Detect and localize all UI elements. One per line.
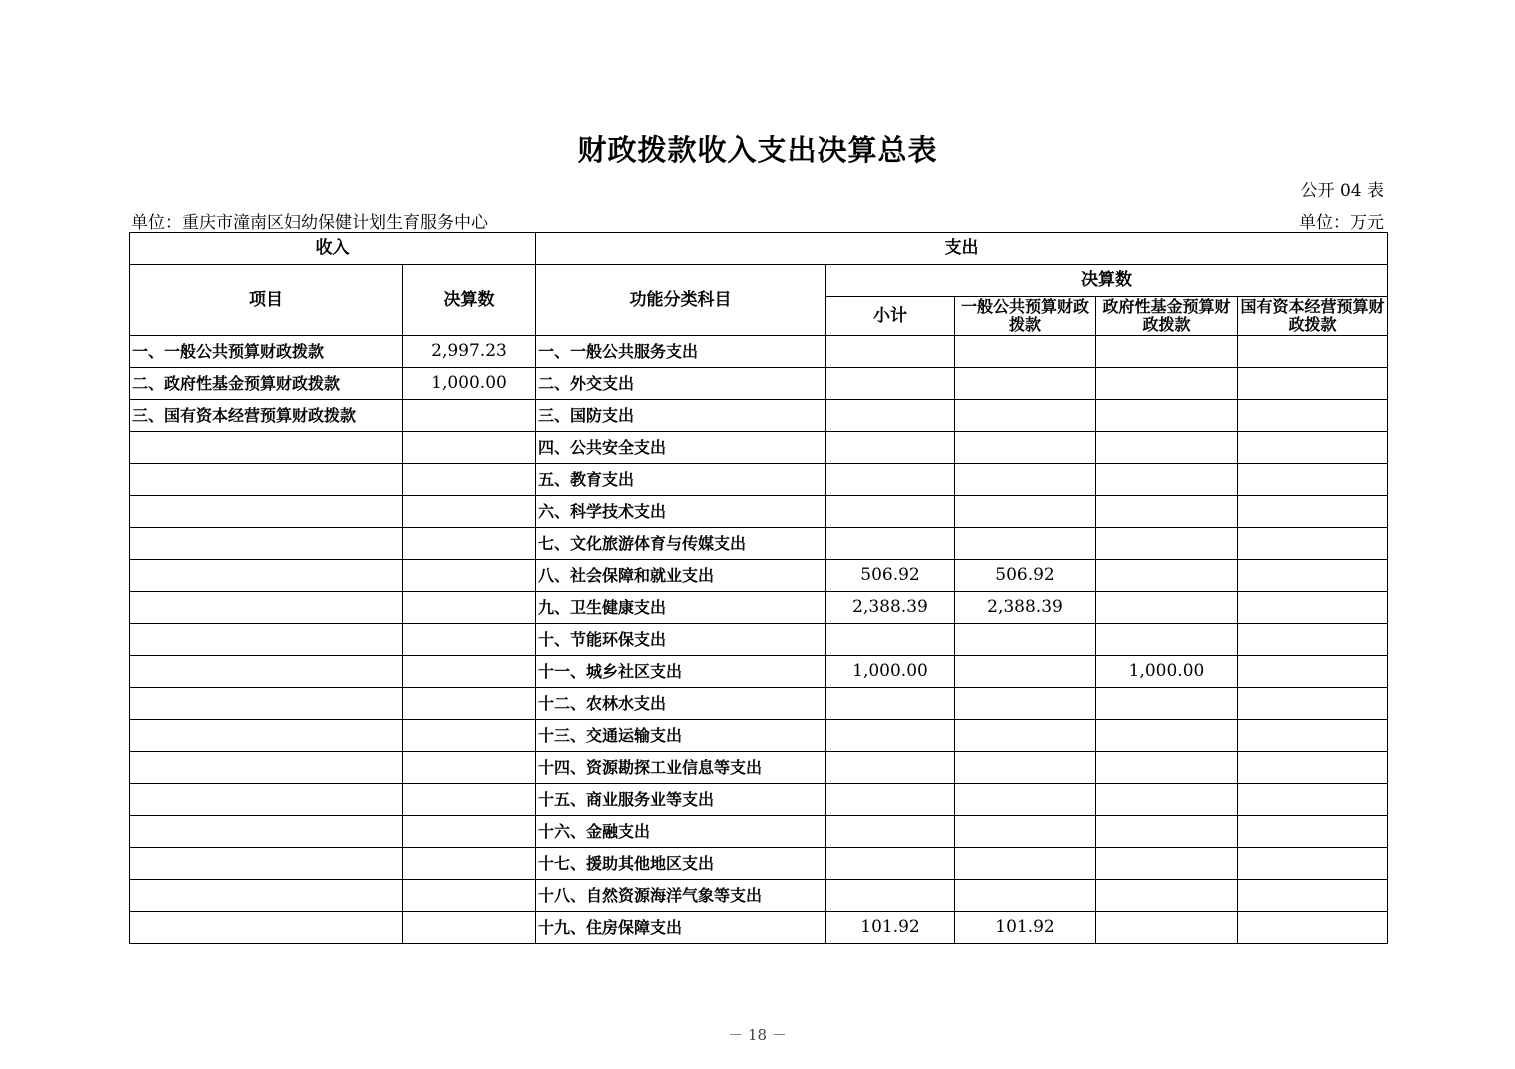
state-capital-cell <box>1238 592 1388 624</box>
general-budget-cell <box>955 720 1096 752</box>
income-item-cell <box>130 880 403 912</box>
state-capital-cell <box>1238 432 1388 464</box>
state-capital-cell <box>1238 752 1388 784</box>
unit-organization: 单位：重庆市潼南区妇幼保健计划生育服务中心 <box>131 213 488 233</box>
page-title: 财政拨款收入支出决算总表 <box>577 133 938 167</box>
subtotal-cell: 101.92 <box>826 912 955 944</box>
income-item-cell <box>130 624 403 656</box>
state-capital-cell <box>1238 464 1388 496</box>
general-budget-cell <box>955 464 1096 496</box>
general-budget-cell <box>955 528 1096 560</box>
subtotal-cell <box>826 784 955 816</box>
function-category-cell: 六、科学技术支出 <box>536 496 826 528</box>
table-row <box>130 912 1388 944</box>
state-capital-cell <box>1238 816 1388 848</box>
header-state-capital: 国有资本经营预算财政拨款 <box>1238 297 1388 336</box>
income-amount-cell <box>403 752 536 784</box>
subtotal-cell <box>826 496 955 528</box>
income-amount-cell <box>403 816 536 848</box>
function-category-cell: 十六、金融支出 <box>536 816 826 848</box>
function-category-cell: 八、社会保障和就业支出 <box>536 560 826 592</box>
function-category-cell: 二、外交支出 <box>536 368 826 400</box>
general-budget-cell: 506.92 <box>955 560 1096 592</box>
gov-fund-cell <box>1096 912 1238 944</box>
general-budget-cell <box>955 656 1096 688</box>
header-item: 项目 <box>130 265 403 336</box>
gov-fund-cell <box>1096 848 1238 880</box>
general-budget-cell: 101.92 <box>955 912 1096 944</box>
subtotal-cell <box>826 336 955 368</box>
general-budget-cell <box>955 784 1096 816</box>
general-budget-cell <box>955 688 1096 720</box>
subtotal-cell <box>826 528 955 560</box>
subtotal-cell <box>826 400 955 432</box>
income-amount-cell <box>403 432 536 464</box>
function-category-cell: 一、一般公共服务支出 <box>536 336 826 368</box>
gov-fund-cell <box>1096 592 1238 624</box>
table-row <box>130 432 1388 464</box>
income-amount-cell <box>403 656 536 688</box>
general-budget-cell <box>955 400 1096 432</box>
function-category-cell: 九、卫生健康支出 <box>536 592 826 624</box>
state-capital-cell <box>1238 400 1388 432</box>
general-budget-cell <box>955 880 1096 912</box>
state-capital-cell <box>1238 624 1388 656</box>
table-row <box>130 368 1388 400</box>
state-capital-cell <box>1238 848 1388 880</box>
gov-fund-cell <box>1096 496 1238 528</box>
income-amount-cell <box>403 720 536 752</box>
budget-table <box>129 232 1388 944</box>
income-amount-cell <box>403 592 536 624</box>
subtotal-cell <box>826 752 955 784</box>
table-row <box>130 880 1388 912</box>
header-gov-fund: 政府性基金预算财政拨款 <box>1096 297 1238 336</box>
general-budget-cell <box>955 816 1096 848</box>
general-budget-cell <box>955 368 1096 400</box>
state-capital-cell <box>1238 528 1388 560</box>
gov-fund-cell <box>1096 784 1238 816</box>
table-row <box>130 464 1388 496</box>
general-budget-cell: 2,388.39 <box>955 592 1096 624</box>
gov-fund-cell <box>1096 752 1238 784</box>
function-category-cell: 十五、商业服务业等支出 <box>536 784 826 816</box>
income-amount-cell <box>403 400 536 432</box>
function-category-cell: 十八、自然资源海洋气象等支出 <box>536 880 826 912</box>
gov-fund-cell <box>1096 688 1238 720</box>
state-capital-cell <box>1238 336 1388 368</box>
income-amount-cell <box>403 848 536 880</box>
income-item-cell <box>130 464 403 496</box>
table-row <box>130 496 1388 528</box>
subtotal-cell <box>826 432 955 464</box>
state-capital-cell <box>1238 880 1388 912</box>
state-capital-cell <box>1238 368 1388 400</box>
state-capital-cell <box>1238 688 1388 720</box>
function-category-cell: 五、教育支出 <box>536 464 826 496</box>
gov-fund-cell <box>1096 880 1238 912</box>
gov-fund-cell <box>1096 624 1238 656</box>
state-capital-cell <box>1238 912 1388 944</box>
header-income: 收入 <box>130 233 536 265</box>
gov-fund-cell <box>1096 368 1238 400</box>
income-item-cell <box>130 656 403 688</box>
income-amount-cell <box>403 528 536 560</box>
state-capital-cell <box>1238 784 1388 816</box>
header-final-amount: 决算数 <box>826 265 1388 297</box>
table-row <box>130 400 1388 432</box>
gov-fund-cell <box>1096 464 1238 496</box>
subtotal-cell <box>826 464 955 496</box>
income-amount-cell <box>403 496 536 528</box>
income-amount-cell <box>403 624 536 656</box>
income-item-cell <box>130 592 403 624</box>
table-row <box>130 528 1388 560</box>
function-category-cell: 三、国防支出 <box>536 400 826 432</box>
income-amount-cell <box>403 464 536 496</box>
state-capital-cell <box>1238 496 1388 528</box>
income-amount-cell <box>403 688 536 720</box>
income-item-cell <box>130 752 403 784</box>
income-item-cell: 一、一般公共预算财政拨款 <box>130 336 403 368</box>
function-category-cell: 十七、援助其他地区支出 <box>536 848 826 880</box>
header-general-budget: 一般公共预算财政拨款 <box>955 297 1096 336</box>
general-budget-cell <box>955 752 1096 784</box>
general-budget-cell <box>955 336 1096 368</box>
subtotal-cell <box>826 816 955 848</box>
income-item-cell <box>130 688 403 720</box>
page-number: － 18 － <box>728 1026 787 1044</box>
income-amount-cell <box>403 880 536 912</box>
header-function-category: 功能分类科目 <box>536 265 826 336</box>
function-category-cell: 十四、资源勘探工业信息等支出 <box>536 752 826 784</box>
header-amount: 决算数 <box>403 265 536 336</box>
table-row <box>130 624 1388 656</box>
function-category-cell: 四、公共安全支出 <box>536 432 826 464</box>
state-capital-cell <box>1238 560 1388 592</box>
income-amount-cell: 2,997.23 <box>403 336 536 368</box>
gov-fund-cell <box>1096 528 1238 560</box>
general-budget-cell <box>955 624 1096 656</box>
income-item-cell <box>130 720 403 752</box>
general-budget-cell <box>955 848 1096 880</box>
gov-fund-cell <box>1096 432 1238 464</box>
function-category-cell: 七、文化旅游体育与传媒支出 <box>536 528 826 560</box>
subtotal-cell <box>826 688 955 720</box>
subtotal-cell: 2,388.39 <box>826 592 955 624</box>
table-row <box>130 720 1388 752</box>
function-category-cell: 十二、农林水支出 <box>536 688 826 720</box>
table-row <box>130 816 1388 848</box>
subtotal-cell <box>826 848 955 880</box>
income-item-cell <box>130 496 403 528</box>
state-capital-cell <box>1238 720 1388 752</box>
table-row <box>130 688 1388 720</box>
table-row <box>130 592 1388 624</box>
header-expense: 支出 <box>536 233 1388 265</box>
gov-fund-cell <box>1096 720 1238 752</box>
general-budget-cell <box>955 496 1096 528</box>
income-item-cell <box>130 528 403 560</box>
income-item-cell: 三、国有资本经营预算财政拨款 <box>130 400 403 432</box>
subtotal-cell <box>826 720 955 752</box>
gov-fund-cell <box>1096 336 1238 368</box>
subtotal-cell <box>826 624 955 656</box>
table-row <box>130 784 1388 816</box>
function-category-cell: 十九、住房保障支出 <box>536 912 826 944</box>
function-category-cell: 十一、城乡社区支出 <box>536 656 826 688</box>
function-category-cell: 十、节能环保支出 <box>536 624 826 656</box>
income-amount-cell <box>403 784 536 816</box>
income-item-cell <box>130 816 403 848</box>
function-category-cell: 十三、交通运输支出 <box>536 720 826 752</box>
subtotal-cell <box>826 880 955 912</box>
table-row <box>130 656 1388 688</box>
gov-fund-cell <box>1096 816 1238 848</box>
table-row <box>130 336 1388 368</box>
gov-fund-cell: 1,000.00 <box>1096 656 1238 688</box>
income-amount-cell <box>403 560 536 592</box>
income-amount-cell <box>403 912 536 944</box>
income-item-cell <box>130 560 403 592</box>
state-capital-cell <box>1238 656 1388 688</box>
income-item-cell <box>130 912 403 944</box>
subtotal-cell: 506.92 <box>826 560 955 592</box>
table-row <box>130 752 1388 784</box>
form-number: 公开 04 表 <box>1300 181 1384 201</box>
income-item-cell <box>130 432 403 464</box>
income-item-cell <box>130 784 403 816</box>
unit-currency: 单位：万元 <box>1299 213 1384 233</box>
table-row <box>130 560 1388 592</box>
gov-fund-cell <box>1096 560 1238 592</box>
general-budget-cell <box>955 432 1096 464</box>
table-row <box>130 848 1388 880</box>
income-item-cell <box>130 848 403 880</box>
subtotal-cell <box>826 368 955 400</box>
subtotal-cell: 1,000.00 <box>826 656 955 688</box>
income-amount-cell: 1,000.00 <box>403 368 536 400</box>
income-item-cell: 二、政府性基金预算财政拨款 <box>130 368 403 400</box>
gov-fund-cell <box>1096 400 1238 432</box>
header-subtotal: 小计 <box>826 297 955 336</box>
